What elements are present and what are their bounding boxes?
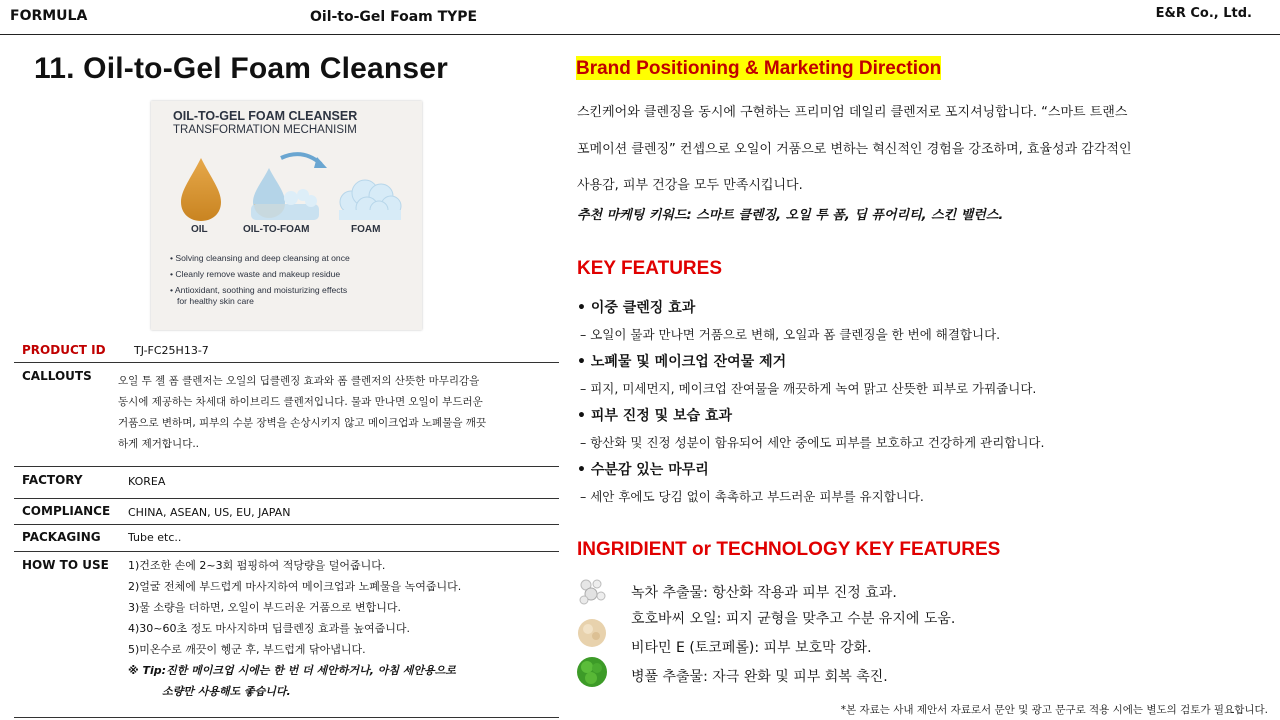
how-to-step: 4)30~60초 정도 마사지하며 딥클렌징 효과를 높여줍니다. [128,622,410,635]
infographic-bullet: for healthy skin care [177,296,254,306]
marketing-keywords: 추천 마케팅 키워드: 스마트 클렌징, 오일 투 폼, 딥 퓨어리티, 스킨 밸런스. [577,208,1004,223]
brand-line: 포메이션 클렌징” 컨셉으로 오일이 거품으로 변하는 혁신적인 경험을 강조하며, 효율성과 감각적인 [577,141,1132,157]
feature-title: • 수분감 있는 마무리 [577,462,709,478]
feature-desc: – 피지, 미세먼지, 메이크업 잔여물을 깨끗하게 녹여 맑고 산뜻한 피부로 가꿔줍니다. [580,381,1037,396]
tip-line-1: ※ Tip:진한 메이크업 시에는 한 번 더 세안하거나, 아침 세안용으로 [128,664,456,677]
spec-row-packaging [14,524,559,552]
centella-icon [576,656,608,688]
factory-value: KOREA [128,475,166,488]
infographic-title: OIL-TO-GEL FOAM CLEANSER [173,109,358,123]
how-to-step: 1)건조한 손에 2~3회 펌핑하여 적당량을 덜어줍니다. [128,559,386,572]
ingredient-row [576,576,1276,604]
ingredients-heading: INGRIDIENT or TECHNOLOGY KEY FEATURES [577,539,1001,560]
header-company: E&R Co., Ltd. [1155,6,1252,21]
callouts-line: 거품으로 변하며, 피부의 수분 장벽을 손상시키지 않고 메이크업과 노폐물을 깨끗 [118,417,487,429]
brand-line: 사용감, 피부 건강을 모두 만족시킵니다. [577,178,803,193]
callouts-line: 하게 제거합니다.. [118,438,200,450]
infographic-bullet: • Solving cleansing and deep cleansing at once [170,253,350,263]
product-id-label: PRODUCT ID [22,343,106,357]
spec-row-factory [14,466,559,499]
how-to-use-label: HOW TO USE [22,558,109,572]
infographic-subtitle: TRANSFORMATION MECHANISIM [173,124,357,136]
product-id-value: TJ-FC25H13-7 [134,344,209,357]
jojoba-icon [576,616,608,648]
key-features-heading: KEY FEATURES [577,258,722,279]
ingredient-text: 녹차 추출물: 항산화 작용과 피부 진정 효과. [631,585,897,601]
green-tea-icon [576,576,608,608]
packaging-label: PACKAGING [22,530,101,544]
callouts-label: CALLOUTS [22,369,92,383]
callouts-line: 동시에 제공하는 차세대 하이브리드 클렌저입니다. 물과 만나면 오일이 부드러운 [118,396,483,408]
feature-title: • 노폐물 및 메이크업 잔여물 제거 [577,354,787,370]
brand-line: 스킨케어와 클렌징을 동시에 구현하는 프리미엄 데일리 클렌저로 포지셔닝합니다. “스마트 트랜스 [577,105,1128,120]
oil-drop-icon [181,158,221,221]
footnote: *본 자료는 사내 제안서 자료로서 문안 및 광고 문구로 적용 시에는 별도의 검토가 필요합니다. [840,704,1268,716]
how-to-step: 5)미온수로 깨끗이 헹군 후, 부드럽게 닦아냅니다. [128,643,366,656]
spec-row-product-id [14,340,559,363]
compliance-value: CHINA, ASEAN, US, EU, JAPAN [128,506,291,519]
infographic-bullets [170,253,420,312]
feature-desc: – 세안 후에도 당김 없이 촉촉하고 부드러운 피부를 유지합니다. [580,489,924,504]
feature-desc: – 오일이 물과 만나면 거품으로 변해, 오일과 폼 클렌징을 한 번에 해결합니다. [580,327,1001,342]
how-to-step: 3)물 소량을 더하면, 오일이 부드러운 거품으로 변합니다. [128,601,402,614]
page-title: 11. Oil-to-Gel Foam Cleanser [34,52,449,85]
ingredient-text: 병풀 추출물: 자극 완화 및 피부 회복 촉진. [631,669,888,685]
ingredient-row [576,656,1276,684]
header-type: Oil-to-Gel Foam TYPE [310,9,478,25]
feature-title: • 피부 진정 및 보습 효과 [577,408,733,424]
factory-label: FACTORY [22,473,83,487]
transformation-infographic [151,101,422,330]
packaging-value: Tube etc.. [128,531,182,544]
stage-oil: OIL [191,224,208,235]
ingredient-text: 비타민 E (토코페롤): 피부 보호막 강화. [631,640,872,656]
callouts-text [118,371,486,455]
infographic-bullet: • Antioxidant, soothing and moisturizing effects [170,285,348,295]
tip-line-2: 소량만 사용해도 좋습니다. [162,685,291,698]
brand-paragraph [577,95,1257,205]
feature-title: • 이중 클렌징 효과 [577,300,696,316]
callouts-line: 오일 투 젤 폼 클렌저는 오일의 딥클렌징 효과와 폼 클렌저의 산뜻한 마무리감을 [118,375,480,387]
header-formula: FORMULA [10,8,88,24]
stage-oil-to-foam: OIL-TO-FOAM [243,224,310,235]
spec-row-callouts [14,362,559,467]
ingredient-text: 호호바씨 오일: 피지 균형을 맞추고 수분 유지에 도움. [631,611,956,627]
transformation-illustration [151,146,422,226]
brand-heading: Brand Positioning & Marketing Direction [576,58,942,79]
stage-foam: FOAM [351,224,381,235]
feature-desc: – 항산화 및 진정 성분이 함유되어 세안 중에도 피부를 보호하고 건강하게 관리합니다. [580,435,1045,450]
header-bar [0,0,1280,35]
arrow-icon [281,154,321,164]
spec-row-compliance [14,498,559,525]
how-to-step: 2)얼굴 전체에 부드럽게 마사지하여 메이크업과 노폐물을 녹여줍니다. [128,580,462,593]
how-to-use-steps [128,555,461,702]
compliance-label: COMPLIANCE [22,504,111,518]
infographic-bullet: • Cleanly remove waste and makeup residue [170,269,341,279]
